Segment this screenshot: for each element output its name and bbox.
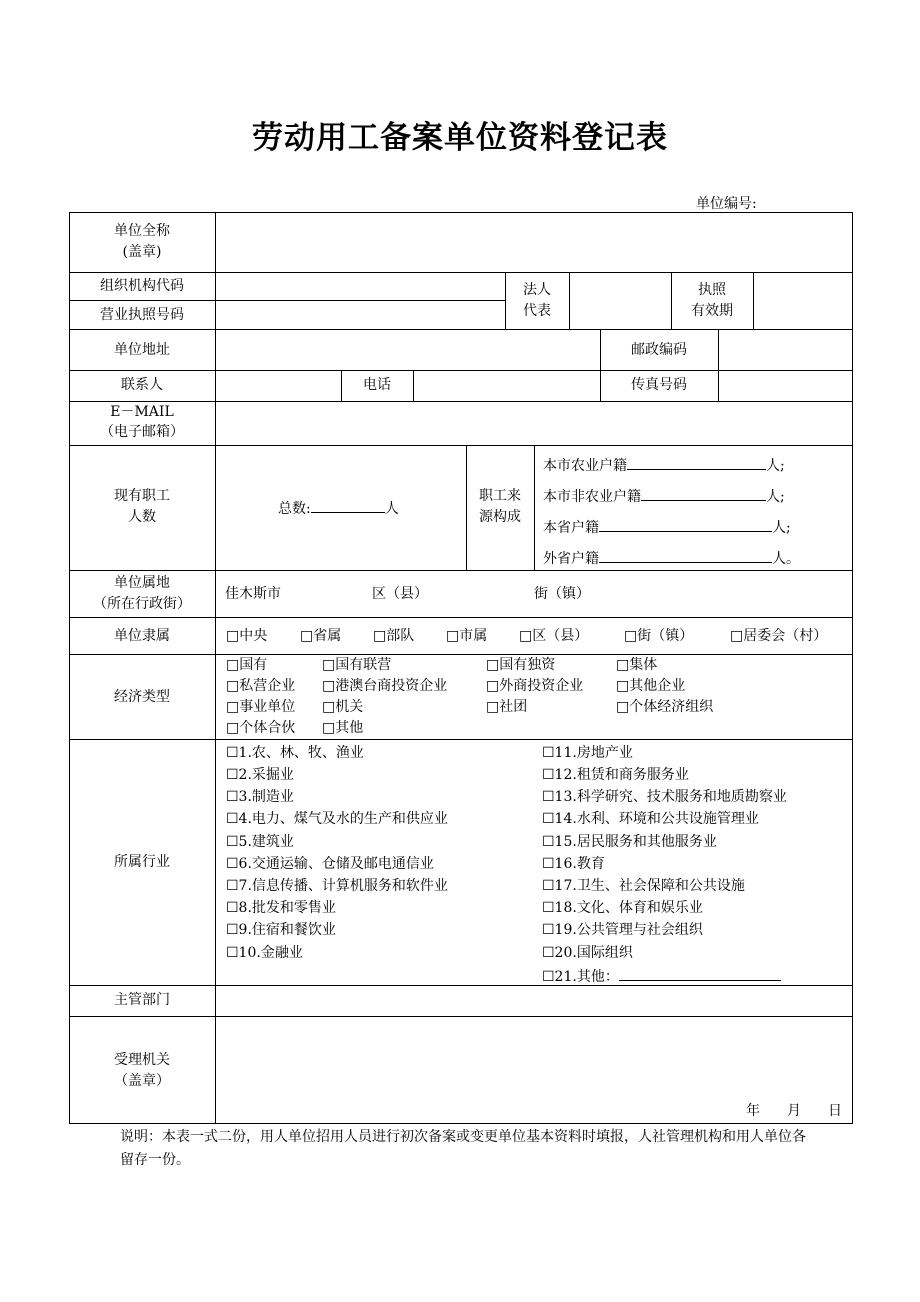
economy-option[interactable]: □机关 [322, 699, 364, 715]
affiliation-option[interactable]: □市属 [446, 628, 488, 644]
affiliation-option[interactable]: □区（县） [519, 628, 589, 644]
agency-year: 年 [746, 1103, 760, 1119]
footnote: 说明：本表一式二份，用人单位招用人员进行初次备案或变更单位基本资料时填报，人社管理机构和用人单位各留存一份。 [120, 1129, 806, 1168]
industry-option[interactable]: ☐13.科学研究、技术服务和地质勘察业 [542, 789, 787, 805]
row-divider [69, 272, 853, 273]
column-divider [413, 370, 414, 401]
affiliation-option[interactable]: □中央 [226, 628, 268, 644]
industry-option-other[interactable]: ☐21.其他： [542, 966, 781, 986]
staff-source-label: 职工来 源构成 [479, 488, 521, 525]
industry-option[interactable]: ☐17.卫生、社会保障和公共设施 [542, 878, 745, 894]
row-divider [69, 570, 853, 571]
location-district: 区（县） [372, 586, 428, 602]
unit-number-label: 单位编号: [696, 196, 757, 212]
industry-label: 所属行业 [114, 854, 170, 870]
row-divider [69, 300, 505, 301]
agency-label: 受理机关 （盖章） [114, 1052, 170, 1089]
economy-option[interactable]: □其他 [322, 720, 364, 736]
affiliation-option[interactable]: □居委会（村） [730, 628, 828, 644]
location-label: 单位属地 （所在行政街） [93, 575, 191, 612]
industry-other-blank[interactable] [619, 966, 781, 981]
column-divider [534, 445, 535, 570]
economy-option[interactable]: □国有独资 [486, 657, 556, 673]
economy-label: 经济类型 [114, 689, 170, 705]
economy-option[interactable]: □事业单位 [226, 699, 296, 715]
row-divider [69, 654, 853, 655]
industry-option[interactable]: ☐8.批发和零售业 [226, 900, 336, 916]
industry-option[interactable]: ☐3.制造业 [226, 789, 294, 805]
row-divider [69, 739, 853, 740]
staff-total-blank[interactable] [311, 498, 385, 513]
org-code-label: 组织机构代码 [100, 278, 184, 294]
economy-option[interactable]: □其他企业 [616, 678, 686, 694]
source-line: 本省户籍 人; [543, 517, 791, 537]
source-line: 外省户籍 人。 [543, 548, 800, 568]
license-valid-label: 执照 有效期 [691, 282, 733, 319]
row-divider [69, 445, 853, 446]
phone-label: 电话 [363, 377, 391, 393]
industry-option[interactable]: ☐20.国际组织 [542, 945, 633, 961]
row-divider [69, 617, 853, 618]
legal-rep-label: 法人 代表 [523, 282, 551, 319]
agency-day: 日 [828, 1103, 842, 1119]
column-divider [215, 212, 216, 1124]
address-label: 单位地址 [114, 342, 170, 358]
industry-option[interactable]: ☐5.建筑业 [226, 834, 294, 850]
industry-option[interactable]: ☐2.采掘业 [226, 767, 294, 783]
location-street: 街（镇） [534, 586, 590, 602]
industry-option[interactable]: ☐7.信息传播、计算机服务和软件业 [226, 878, 448, 894]
affiliation-label: 单位隶属 [114, 628, 170, 644]
industry-option[interactable]: ☐6.交通运输、仓储及邮电通信业 [226, 856, 434, 872]
contact-label: 联系人 [121, 377, 163, 393]
affiliation-option[interactable]: □街（镇） [624, 628, 694, 644]
industry-option[interactable]: ☐19.公共管理与社会组织 [542, 922, 703, 938]
full-name-label: 单位全称 (盖章) [114, 223, 170, 260]
industry-option[interactable]: ☐15.居民服务和其他服务业 [542, 834, 717, 850]
industry-option[interactable]: ☐18.文化、体育和娱乐业 [542, 900, 703, 916]
economy-option[interactable]: □国有联营 [322, 657, 392, 673]
column-divider [569, 272, 570, 329]
economy-option[interactable]: □外商投资企业 [486, 678, 584, 694]
industry-option[interactable]: ☐1.农、林、牧、渔业 [226, 745, 364, 761]
industry-option[interactable]: ☐10.金融业 [226, 945, 303, 961]
source-line: 本市非农业户籍 人; [543, 486, 785, 506]
industry-option[interactable]: ☐9.住宿和餐饮业 [226, 922, 336, 938]
industry-option[interactable]: ☐4.电力、煤气及水的生产和供应业 [226, 811, 448, 827]
postcode-label: 邮政编码 [631, 342, 687, 358]
affiliation-option[interactable]: □省属 [300, 628, 342, 644]
economy-option[interactable]: □集体 [616, 657, 658, 673]
industry-option[interactable]: ☐12.租赁和商务服务业 [542, 767, 689, 783]
industry-option[interactable]: ☐16.教育 [542, 856, 605, 872]
column-divider [718, 329, 719, 401]
economy-option[interactable]: □个体经济组织 [616, 699, 714, 715]
industry-option[interactable]: ☐14.水利、环境和公共设施管理业 [542, 811, 759, 827]
page-title: 劳动用工备案单位资料登记表 [252, 120, 668, 156]
row-divider [69, 329, 853, 330]
staff-label: 现有职工 人数 [114, 488, 170, 525]
supervisor-label: 主管部门 [114, 992, 170, 1008]
row-divider [69, 370, 853, 371]
economy-option[interactable]: □私营企业 [226, 678, 296, 694]
industry-option[interactable]: ☐11.房地产业 [542, 745, 633, 761]
column-divider [753, 272, 754, 329]
economy-option[interactable]: □国有 [226, 657, 268, 673]
affiliation-option[interactable]: □部队 [373, 628, 415, 644]
agency-month: 月 [787, 1103, 801, 1119]
row-divider [69, 1016, 853, 1017]
economy-option[interactable]: □港澳台商投资企业 [322, 678, 448, 694]
source-line: 本市农业户籍 人; [543, 455, 785, 475]
economy-option[interactable]: □社团 [486, 699, 528, 715]
economy-option[interactable]: □个体合伙 [226, 720, 296, 736]
fax-label: 传真号码 [631, 377, 687, 393]
email-label: E－MAIL （电子邮箱） [100, 404, 184, 440]
location-city: 佳木斯市 [225, 586, 281, 602]
license-no-label: 营业执照号码 [100, 307, 184, 323]
staff-total: 总数: 人 [278, 498, 399, 518]
